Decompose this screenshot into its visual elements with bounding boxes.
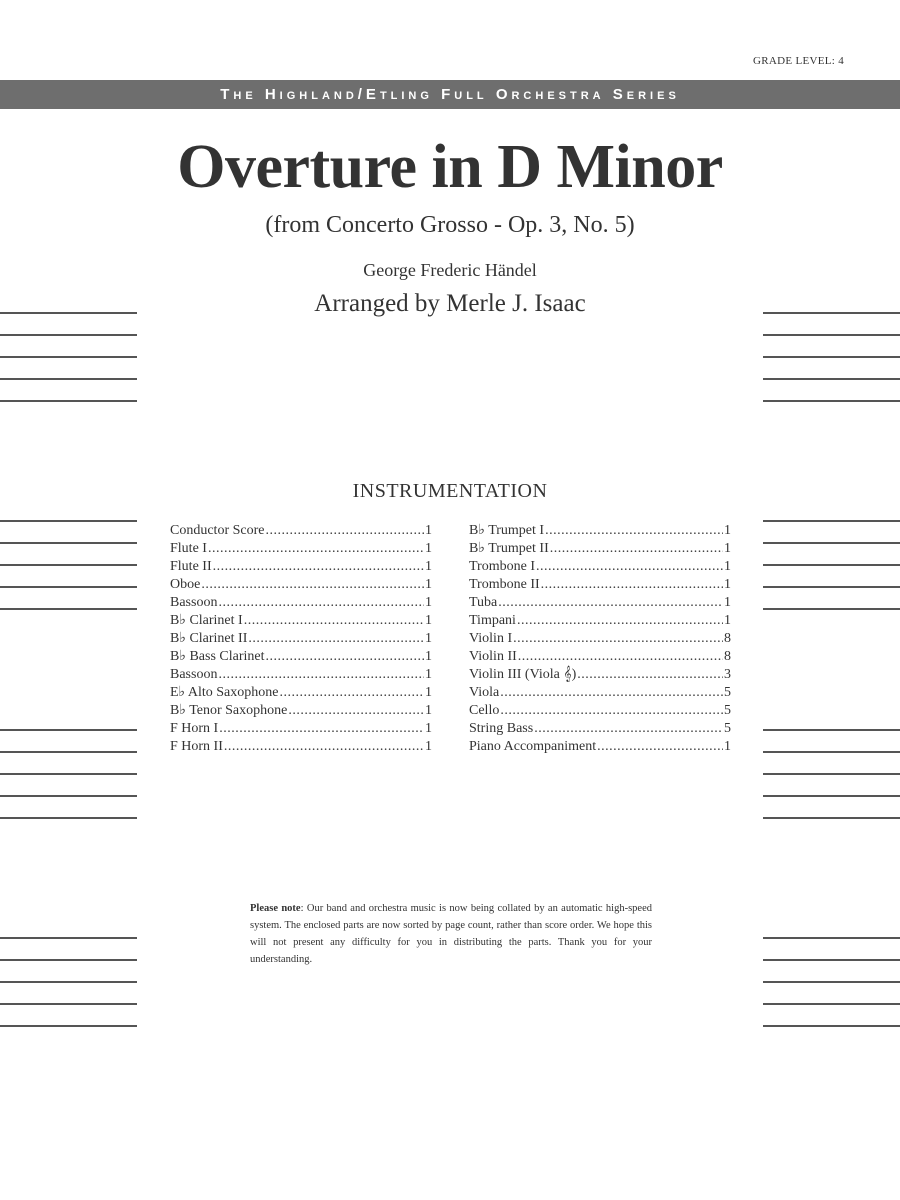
staff-line bbox=[763, 564, 900, 566]
dot-leader bbox=[244, 612, 424, 630]
part-count: 1 bbox=[724, 523, 731, 538]
part-count: 1 bbox=[724, 613, 731, 628]
instrument-row bbox=[469, 684, 731, 702]
dot-leader bbox=[288, 702, 424, 720]
part-count: 1 bbox=[425, 685, 432, 700]
instrument-name: Violin II bbox=[469, 649, 517, 664]
instrument-name: B♭ Trumpet I bbox=[469, 523, 545, 538]
part-count: 1 bbox=[724, 577, 731, 592]
staff-line bbox=[0, 773, 137, 775]
staff-line bbox=[763, 817, 900, 819]
part-count: 3 bbox=[724, 667, 731, 682]
part-count: 1 bbox=[425, 667, 432, 682]
instrument-name: B♭ Tenor Saxophone bbox=[170, 703, 288, 718]
staff-line bbox=[763, 334, 900, 336]
instrument-row bbox=[170, 702, 432, 720]
instrument-row bbox=[469, 522, 731, 540]
instrument-name: B♭ Trumpet II bbox=[469, 541, 549, 556]
arranger: Arranged by Merle J. Isaac bbox=[314, 290, 586, 317]
part-count: 1 bbox=[425, 703, 432, 718]
instrument-row bbox=[170, 720, 432, 738]
instrument-name: F Horn II bbox=[170, 739, 223, 754]
note-text: : Our band and orchestra music is now being collated by an automatic high-speed system. The enclosed parts are now sorted by page count, rather than score order. We hope this will not present any difficulty for you in distributing the parts. Thank you for your understanding. bbox=[250, 903, 652, 965]
instrument-name: String Bass bbox=[469, 721, 534, 736]
instrumentation-heading: INSTRUMENTATION bbox=[352, 480, 548, 502]
part-count: 5 bbox=[724, 685, 731, 700]
staff-line bbox=[763, 981, 900, 983]
dot-leader bbox=[201, 576, 424, 594]
dot-leader bbox=[500, 684, 723, 702]
instrument-name: B♭ Clarinet II bbox=[170, 631, 248, 646]
dot-leader bbox=[550, 540, 723, 558]
part-count: 1 bbox=[724, 739, 731, 754]
part-count: 1 bbox=[425, 613, 432, 628]
part-count: 8 bbox=[724, 631, 731, 646]
dot-leader bbox=[500, 702, 723, 720]
instrument-name: Bassoon bbox=[170, 595, 218, 610]
collation-note bbox=[250, 900, 652, 968]
part-count: 1 bbox=[425, 559, 432, 574]
staff-line bbox=[0, 817, 137, 819]
instrument-row bbox=[170, 648, 432, 666]
staff-line bbox=[763, 378, 900, 380]
staff-lines-right-1 bbox=[763, 312, 900, 404]
staff-lines-right-3 bbox=[763, 729, 900, 821]
dot-leader bbox=[224, 738, 424, 756]
dot-leader bbox=[498, 594, 723, 612]
subtitle: (from Concerto Grosso - Op. 3, No. 5) bbox=[265, 212, 635, 238]
instrument-name: Trombone II bbox=[469, 577, 540, 592]
dot-leader bbox=[518, 648, 723, 666]
instrument-name: Cello bbox=[469, 703, 500, 718]
instrument-row bbox=[469, 540, 731, 558]
staff-line bbox=[0, 981, 137, 983]
staff-line bbox=[0, 751, 137, 753]
part-count: 1 bbox=[425, 541, 432, 556]
staff-line bbox=[0, 937, 137, 939]
staff-line bbox=[0, 1003, 137, 1005]
instrument-row bbox=[469, 702, 731, 720]
instrument-row bbox=[469, 612, 731, 630]
instrument-name: B♭ Clarinet I bbox=[170, 613, 243, 628]
dot-leader bbox=[536, 558, 723, 576]
instrument-row bbox=[469, 648, 731, 666]
staff-line bbox=[0, 608, 137, 610]
instrument-name: Bassoon bbox=[170, 667, 218, 682]
instrument-row bbox=[469, 720, 731, 738]
staff-line bbox=[0, 520, 137, 522]
staff-line bbox=[763, 937, 900, 939]
instrument-name: Piano Accompaniment bbox=[469, 739, 597, 754]
staff-lines-right-2 bbox=[763, 520, 900, 612]
dot-leader bbox=[248, 630, 424, 648]
staff-line bbox=[763, 729, 900, 731]
instrument-row bbox=[469, 576, 731, 594]
staff-line bbox=[0, 795, 137, 797]
instrument-row bbox=[469, 594, 731, 612]
dot-leader bbox=[213, 558, 424, 576]
instrument-name: Tuba bbox=[469, 595, 498, 610]
staff-line bbox=[0, 356, 137, 358]
dot-leader bbox=[218, 594, 424, 612]
staff-line bbox=[0, 1025, 137, 1027]
instrument-row bbox=[170, 738, 432, 756]
dot-leader bbox=[218, 666, 424, 684]
staff-line bbox=[763, 773, 900, 775]
dot-leader bbox=[513, 630, 723, 648]
staff-line bbox=[763, 542, 900, 544]
staff-line bbox=[0, 586, 137, 588]
staff-line bbox=[0, 729, 137, 731]
instrument-name: Timpani bbox=[469, 613, 516, 628]
instrument-name: Violin I bbox=[469, 631, 513, 646]
staff-line bbox=[0, 564, 137, 566]
staff-line bbox=[763, 312, 900, 314]
instrument-name: Conductor Score bbox=[170, 523, 265, 538]
instrument-name: Violin III (Viola 𝄞) bbox=[469, 667, 577, 682]
instrumentation-left-column bbox=[170, 522, 432, 756]
dot-leader bbox=[280, 684, 425, 702]
staff-line bbox=[763, 356, 900, 358]
staff-line bbox=[763, 959, 900, 961]
part-count: 1 bbox=[425, 595, 432, 610]
part-count: 8 bbox=[724, 649, 731, 664]
note-label: Please note bbox=[250, 903, 301, 914]
dot-leader bbox=[219, 720, 424, 738]
instrument-name: E♭ Alto Saxophone bbox=[170, 685, 279, 700]
staff-line bbox=[763, 751, 900, 753]
instrument-row bbox=[170, 684, 432, 702]
dot-leader bbox=[517, 612, 723, 630]
dot-leader bbox=[577, 666, 723, 684]
instrument-row bbox=[170, 594, 432, 612]
page-title: Overture in D Minor bbox=[177, 133, 723, 201]
instrument-name: Viola bbox=[469, 685, 500, 700]
instrument-row bbox=[469, 738, 731, 756]
instrument-row bbox=[170, 522, 432, 540]
dot-leader bbox=[597, 738, 723, 756]
part-count: 1 bbox=[724, 559, 731, 574]
composer: George Frederic Händel bbox=[363, 260, 537, 280]
part-count: 1 bbox=[425, 649, 432, 664]
staff-line bbox=[0, 400, 137, 402]
instrument-name: Oboe bbox=[170, 577, 201, 592]
staff-line bbox=[763, 795, 900, 797]
staff-line bbox=[0, 542, 137, 544]
series-banner: The Highland/Etling Full Orchestra Series bbox=[0, 80, 900, 109]
staff-line bbox=[763, 608, 900, 610]
staff-line bbox=[763, 400, 900, 402]
part-count: 1 bbox=[425, 577, 432, 592]
dot-leader bbox=[266, 648, 425, 666]
staff-line bbox=[763, 520, 900, 522]
instrument-row bbox=[170, 666, 432, 684]
staff-line bbox=[0, 959, 137, 961]
staff-lines-left-3 bbox=[0, 729, 137, 821]
instrument-row bbox=[170, 576, 432, 594]
part-count: 1 bbox=[425, 721, 432, 736]
dot-leader bbox=[545, 522, 723, 540]
instrument-row bbox=[170, 630, 432, 648]
instrument-name: B♭ Bass Clarinet bbox=[170, 649, 265, 664]
staff-line bbox=[763, 1025, 900, 1027]
part-count: 1 bbox=[425, 739, 432, 754]
staff-lines-left-4 bbox=[0, 937, 137, 1029]
part-count: 5 bbox=[724, 721, 731, 736]
staff-line bbox=[763, 1003, 900, 1005]
staff-lines-right-4 bbox=[763, 937, 900, 1029]
dot-leader bbox=[208, 540, 424, 558]
staff-line bbox=[763, 586, 900, 588]
part-count: 1 bbox=[724, 595, 731, 610]
dot-leader bbox=[534, 720, 723, 738]
instrument-name: Flute I bbox=[170, 541, 207, 556]
instrument-name: Flute II bbox=[170, 559, 212, 574]
staff-line bbox=[0, 378, 137, 380]
instrument-row bbox=[170, 540, 432, 558]
staff-line bbox=[0, 312, 137, 314]
staff-lines-left-2 bbox=[0, 520, 137, 612]
instrument-row bbox=[469, 630, 731, 648]
part-count: 5 bbox=[724, 703, 731, 718]
grade-level: GRADE LEVEL: 4 bbox=[753, 55, 844, 67]
part-count: 1 bbox=[724, 541, 731, 556]
dot-leader bbox=[265, 522, 424, 540]
instrument-name: F Horn I bbox=[170, 721, 219, 736]
dot-leader bbox=[541, 576, 723, 594]
instrument-row bbox=[469, 666, 731, 684]
part-count: 1 bbox=[425, 523, 432, 538]
instrument-name: Trombone I bbox=[469, 559, 535, 574]
instrumentation-right-column bbox=[469, 522, 731, 756]
instrument-row bbox=[170, 612, 432, 630]
staff-lines-left-1 bbox=[0, 312, 137, 404]
instrument-row bbox=[469, 558, 731, 576]
staff-line bbox=[0, 334, 137, 336]
part-count: 1 bbox=[425, 631, 432, 646]
instrument-row bbox=[170, 558, 432, 576]
